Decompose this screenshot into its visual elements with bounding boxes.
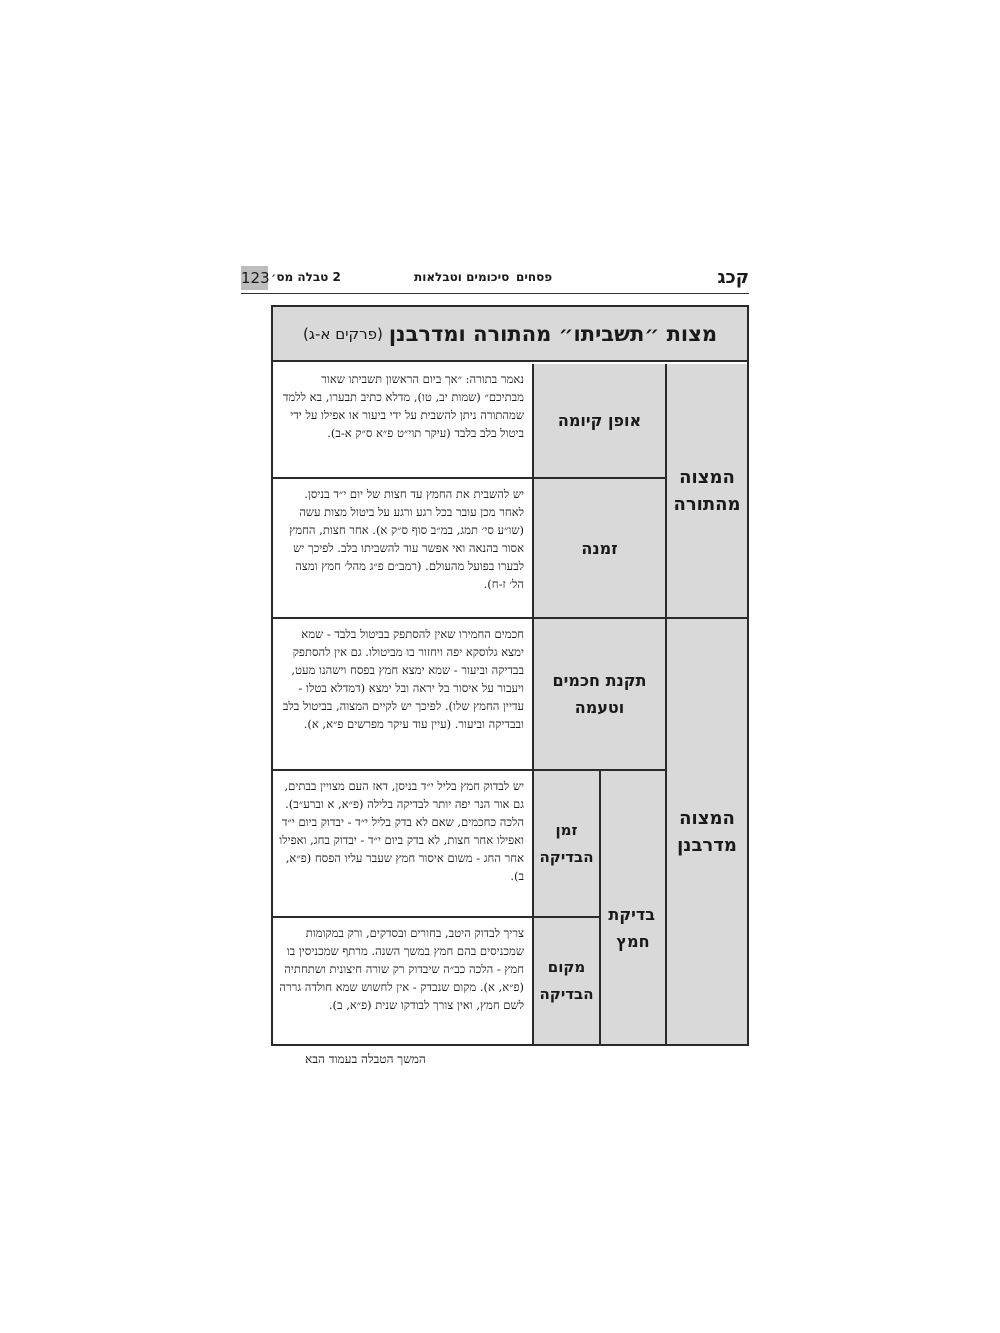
divider: [665, 364, 667, 1044]
tractate-name: פסחים: [516, 270, 553, 284]
group-torah: המצוה מהתורה: [667, 364, 747, 617]
divider: [273, 916, 601, 918]
table-reference: 2 טבלה מס׳: [271, 270, 341, 284]
label-time: זמנה: [534, 479, 665, 617]
group-rabbinic: המצוה מדרבנן: [667, 619, 747, 1044]
table-title-chapters: (פרקים א-ג): [302, 324, 383, 343]
text-time: יש להשבית את החמץ עד חצות של יום י״ד בניסן. לאחר מכן עובר בכל רגע ורגע על ביטול מצות עשה (שו״ע סי׳ תמג, במ״ב סוף ס״ק א). אחר חצות, החמץ אסור בהנאה ואי אפשר עוד להשביתו בלב. לפיכך יש לבערו בפועל מהעולם. (רמב״ם פ״ג מהל׳ חמץ ומצה הל׳ ז-ח).: [289, 487, 524, 591]
table-title: [273, 307, 747, 362]
divider: [273, 477, 667, 479]
divider: [273, 769, 667, 771]
divider: [532, 364, 534, 1044]
continued-note: המשך הטבלה בעמוד הבא: [305, 1052, 426, 1066]
page-number: 123: [241, 266, 268, 290]
label-chametz-search: בדיקת חמץ: [601, 771, 665, 1044]
label-search-place: מקום הבדיקה: [534, 918, 599, 1044]
text-method: נאמר בתורה: ״אך ביום הראשון תשביתו שאור מבתיכם״ (שמות יב, טו), מדלא כתיב תבערו, בא ללמד שמהתורה ניתן להשבית על ידי ביעור או אפילו על ידי ביטול בלב בלבד (עיקר תוי״ט פ״א ס״ק א-ב).: [282, 372, 524, 440]
table-title-main: מצות ״תשביתו״ מהתורה ומדרבנן: [388, 321, 718, 346]
hebrew-page-number: קכג: [717, 267, 749, 288]
page-header: [241, 266, 749, 294]
label-search-time: זמן הבדיקה: [534, 771, 599, 916]
divider: [273, 617, 747, 619]
book-title: סיכומים וטבלאות: [414, 270, 510, 284]
text-search-place: צריך לבדוק היטב, בחורים ובסדקים, ורק במקומות שמכניסים בהם חמץ במשך השנה. מרתף שמכניסין בו חמץ - הלכה כב״ה שיבדוק רק שורה חיצונית ושתחתיה (פ״א, א). מקום שנבדק - אין לחשוש שמא חולדה גררה לשם חמץ, ואין צורך לבודקו שנית (פ״א, ב).: [279, 926, 524, 1012]
divider: [599, 771, 601, 1044]
label-decree: תקנת חכמים וטעמה: [534, 619, 665, 769]
text-decree: חכמים החמירו שאין להסתפק בביטול בלבד - שמא ימצא גלוסקא יפה ויחזור בו מביטולו. גם אין להסתפק בבדיקה וביעור - שמא ימצא חמץ בפסח וישהנו מעט, ויעבור על איסור בל יראה ובל ימצא (דמדלא בטלו - עדיין החמץ שלו). לפיכך יש לקיים המצוה, בביטול בלב ובבדיקה וביעור. (עיין עוד עיקר מפרשים פ״א, א).: [282, 627, 524, 731]
summary-table: [271, 305, 749, 1046]
text-search-time: יש לבדוק חמץ בליל י״ד בניסן, דאז העם מצויין בבתים, גם אור הנר יפה יותר לבדיקה בלילה (פ״א, א וברע״ב). הלכה כחכמים, שאם לא בדק בליל י״ד - יבדוק ביום י״ד ואפילו אחר חצות, לא בדק ביום י״ד - יבדוק בחג, ואפילו אחר החג - משום איסור חמץ שעבר עליו הפסח (פ״א, ב).: [279, 779, 524, 883]
label-method: אופן קיומה: [534, 364, 665, 477]
